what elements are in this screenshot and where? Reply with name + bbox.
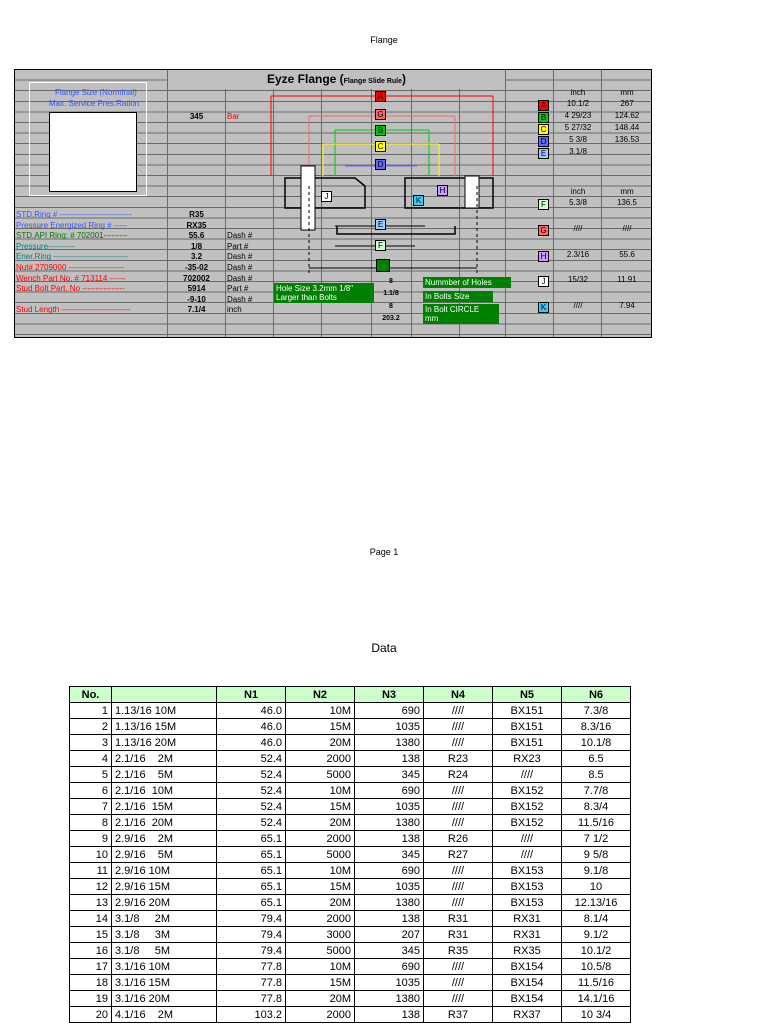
table-cell: //// [424,863,493,879]
dim-mm-value: 7.94 [619,301,635,310]
sheet-title: Eyze Flange (Flange Slide Rule) [168,70,505,89]
table-row [70,815,631,831]
table-cell: BX154 [493,991,562,1007]
table-cell: 2000 [286,911,355,927]
column-header: N4 [424,687,493,703]
table-row [70,847,631,863]
dim-header-mm-2: mm [620,187,634,196]
column-header: No. [70,687,112,703]
table-cell: 9.1/8 [562,863,631,879]
table-cell: //// [424,815,493,831]
table-cell: 10M [286,783,355,799]
table-cell: 8.1/4 [562,911,631,927]
table-cell: //// [493,847,562,863]
table-cell: RX23 [493,751,562,767]
table-cell: 2 [70,719,112,735]
table-cell: 3.1/16 15M [112,975,217,991]
table-cell: 2.9/16 15M [112,879,217,895]
table-body [70,703,631,1023]
table-cell: 10 3/4 [562,1007,631,1023]
sheet-row-label: STD.Ring # --------------------------- [16,210,132,219]
sheet-row-unit: Dash # [227,231,253,241]
table-cell: 20M [286,991,355,1007]
table-cell: 65.1 [217,895,286,911]
table-cell: //// [424,799,493,815]
table-cell: 5000 [286,847,355,863]
table-cell: 2.1/16 5M [112,767,217,783]
table-cell: BX151 [493,703,562,719]
sheet-row-label: Stud Length -------------------------- [16,305,131,315]
dim-inch-value: 3.1/8 [569,147,587,156]
table-cell: 10.1/8 [562,735,631,751]
table-cell: 138 [355,911,424,927]
table-cell: 79.4 [217,911,286,927]
dim-mm-value: 11.91 [617,275,637,284]
table-cell: 3.1/8 3M [112,927,217,943]
table-cell: 138 [355,831,424,847]
dim-key-k: K [538,302,549,313]
table-cell: 4 [70,751,112,767]
sheet-row-value: 7.1/4 [187,305,206,315]
table-cell: 2.9/16 20M [112,895,217,911]
holes-label: Nummber of Holes [423,277,511,288]
table-cell: R31 [424,911,493,927]
table-cell: BX152 [493,799,562,815]
table-cell: 3.1/8 5M [112,943,217,959]
diagram-label-f: F [375,240,386,251]
table-cell: //// [424,959,493,975]
table-cell: RX35 [493,943,562,959]
table-cell: 1035 [355,799,424,815]
sheet-row-unit: Part # [227,284,249,294]
table-cell: 5000 [286,943,355,959]
table-cell: 1380 [355,895,424,911]
table-cell: BX152 [493,783,562,799]
table-cell: 14 [70,911,112,927]
page-footer: Page 1 [369,547,399,557]
table-cell: R27 [424,847,493,863]
table-cell: RX31 [493,911,562,927]
table-cell: 10 [562,879,631,895]
table-cell: 1035 [355,719,424,735]
table-cell: 11 [70,863,112,879]
dim-key-b: B [538,112,549,123]
table-cell: 2.9/16 10M [112,863,217,879]
table-cell: 65.1 [217,863,286,879]
table-cell: 1.13/16 10M [112,703,217,719]
table-row [70,959,631,975]
dim-mm-value: 267 [620,99,634,108]
dim-key-c: C [538,124,549,135]
table-cell: 103.2 [217,1007,286,1023]
table-row [70,783,631,799]
table-cell: 46.0 [217,703,286,719]
diagram-label-e: E [375,219,386,230]
sheet-row-unit: inch [227,305,242,315]
table-cell: 77.8 [217,959,286,975]
table-cell: R26 [424,831,493,847]
sheet-row-label: Pressure---------- [16,241,75,251]
sheet-row-label: Stud Bolt Part. No ---------------- [16,284,125,294]
flange-sheet [14,69,652,338]
dim-header-mm: mm [620,88,634,97]
dim-mm-value: 124.62 [614,111,640,120]
table-cell: 15M [286,799,355,815]
table-cell: //// [424,783,493,799]
sheet-row-unit: Part # [227,241,249,251]
table-cell: BX151 [493,735,562,751]
sheet-row-label: Ener.Ring ---------------------------- [16,252,128,262]
circle-label: In Bolt CIRCLE mm [423,304,499,324]
table-cell: 690 [355,863,424,879]
table-cell: 12 [70,879,112,895]
table-cell: 6.5 [562,751,631,767]
table-cell: 138 [355,751,424,767]
table-row [70,879,631,895]
table-cell: R37 [424,1007,493,1023]
table-cell: //// [424,975,493,991]
table-cell: 79.4 [217,927,286,943]
table-cell: 2.9/16 5M [112,847,217,863]
table-cell: //// [424,895,493,911]
diagram-label-g: G [375,109,386,120]
table-cell: 6 [70,783,112,799]
table-cell: BX153 [493,863,562,879]
table-cell: 8.3/16 [562,719,631,735]
table-cell: 46.0 [217,719,286,735]
table-cell: 2.9/16 2M [112,831,217,847]
table-cell: RX31 [493,927,562,943]
table-cell: 20M [286,895,355,911]
table-cell: 690 [355,783,424,799]
table-cell: 20M [286,735,355,751]
sheet-row-value: 702002 [183,273,210,283]
sheet-row-label: Nut# 2709000 --------------------- [16,263,125,272]
table-row [70,703,631,719]
sheet-row-value: -35-02 [184,263,209,272]
table-cell: 345 [355,943,424,959]
table-cell: 14.1/16 [562,991,631,1007]
table-row [70,735,631,751]
dim-inch-value: 5 27/32 [564,123,592,132]
table-cell: 8.3/4 [562,799,631,815]
dim-inch-value: //// [573,224,583,233]
dim-inch-value: 4 29/23 [564,111,592,120]
table-cell: 1.13/16 15M [112,719,217,735]
table-cell: 65.1 [217,847,286,863]
table-cell: 16 [70,943,112,959]
dim-key-e: E [538,148,549,159]
table-cell: 15M [286,975,355,991]
table-cell: 13 [70,895,112,911]
sheet-row-value: 5914 [187,284,206,294]
table-cell: BX153 [493,879,562,895]
table-cell: 7 1/2 [562,831,631,847]
table-cell: 3.1/16 10M [112,959,217,975]
table-cell: 15 [70,927,112,943]
dim-inch-value: 10.1/2 [566,99,590,108]
table-cell: //// [424,703,493,719]
table-cell: 3 [70,735,112,751]
table-cell: 9 [70,831,112,847]
dim-key-f: F [538,199,549,210]
dim-key-j: J [538,276,549,287]
table-cell: 79.4 [217,943,286,959]
table-cell: 690 [355,959,424,975]
diagram-label-a: A [375,91,386,102]
table-cell: 1035 [355,879,424,895]
table-cell: BX154 [493,975,562,991]
dim-inch-value: 5 3/8 [569,135,587,144]
table-cell: 52.4 [217,751,286,767]
table-header-row [70,687,631,703]
table-row [70,927,631,943]
diagram-label-d: D [375,159,386,170]
table-cell: 20 [70,1007,112,1023]
data-page-header: Data [371,641,397,655]
sheet-row-value: 55.6 [188,231,205,241]
dim-header-inch: inch [570,88,586,97]
table-row [70,751,631,767]
dim-key-d: D [538,136,549,147]
dim-mm-value: 55.6 [619,250,635,259]
sheet-row-unit: Dash # [227,273,253,283]
table-cell: 77.8 [217,991,286,1007]
table-cell: 8 [70,815,112,831]
diagram-label-b: B [375,125,386,136]
table-cell: 1380 [355,735,424,751]
table-cell: 52.4 [217,767,286,783]
table-cell: //// [424,719,493,735]
table-cell: 10M [286,863,355,879]
table-row [70,991,631,1007]
table-row [70,767,631,783]
sheet-row-unit: Dash # [227,263,253,272]
holes-count: 8 [389,278,393,285]
dim-inch-value: //// [573,301,583,310]
sheet-row-value: 3.2 [190,252,203,262]
table-cell: 10M [286,703,355,719]
table-cell: 65.1 [217,831,286,847]
table-cell: 12.13/16 [562,895,631,911]
table-cell: 2000 [286,831,355,847]
table-cell: 345 [355,767,424,783]
table-cell: 52.4 [217,815,286,831]
table-cell: 77.8 [217,975,286,991]
table-cell: R35 [424,943,493,959]
diagram-label-c: C [375,141,386,152]
column-header: N3 [355,687,424,703]
bolt-size: 1.1/8 [383,290,399,297]
table-cell: 1380 [355,991,424,1007]
table-cell: BX152 [493,815,562,831]
diagram-label-h: H [437,185,448,196]
table-cell: 19 [70,991,112,1007]
table-cell: 20M [286,815,355,831]
table-cell: 2.1/16 20M [112,815,217,831]
dim-key-h: H [538,251,549,262]
dim-inch-value: 15/32 [567,275,589,284]
column-header: N1 [217,687,286,703]
table-cell: 10M [286,959,355,975]
table-cell: 8.5 [562,767,631,783]
table-cell: 46.0 [217,735,286,751]
diagram-label-j: J [321,191,332,202]
table-cell: 207 [355,927,424,943]
dim-key-g: G [538,225,549,236]
pressure-label: Max. Service Pres.Ration [49,99,140,108]
sheet-row-value: 1/8 [190,241,203,251]
dim-mm-value: //// [622,224,632,233]
dim-inch-value: 5.3/8 [569,198,587,207]
table-cell: 10 [70,847,112,863]
table-cell: //// [424,879,493,895]
column-header [112,687,217,703]
table-row [70,719,631,735]
hole-note: Hole Size 3.2mm 1/8" Larger than Bolts [274,283,374,303]
table-cell: 52.4 [217,799,286,815]
column-header: N5 [493,687,562,703]
table-cell: 1380 [355,815,424,831]
table-cell: R31 [424,927,493,943]
sheet-row-unit: Dash # [227,252,253,262]
table-cell: 7 [70,799,112,815]
diagram-label-k: K [413,195,424,206]
pressure-value: 345 [189,112,204,121]
sheet-row-value: RX35 [186,220,207,230]
table-cell: 690 [355,703,424,719]
table-row [70,799,631,815]
table-cell: 1 [70,703,112,719]
table-cell: 65.1 [217,879,286,895]
column-header: N6 [562,687,631,703]
sheet-row-unit: Dash # [227,294,253,304]
data-table [69,686,631,1023]
table-row [70,1007,631,1023]
table-cell: 3.1/16 20M [112,991,217,1007]
table-cell: 2000 [286,751,355,767]
dim-header-inch-2: inch [570,187,586,196]
sheet-row-value: R35 [189,210,204,219]
table-cell: 18 [70,975,112,991]
table-cell: RX37 [493,1007,562,1023]
table-cell: BX151 [493,719,562,735]
circle-value: 203.2 [382,315,400,322]
table-cell: 2.1/16 2M [112,751,217,767]
table-cell: 1035 [355,975,424,991]
table-cell: 15M [286,879,355,895]
sheet-row-label: Pressure Energized Ring # ----- [16,220,128,230]
table-cell: 52.4 [217,783,286,799]
table-row [70,863,631,879]
table-cell: 7.7/8 [562,783,631,799]
dim-mm-value: 148.44 [614,123,640,132]
table-row [70,895,631,911]
bolt-size-label: In Bolts Size [423,291,493,302]
table-cell: 5 [70,767,112,783]
flange-image [49,112,137,192]
table-cell: 9 5/8 [562,847,631,863]
table-cell: 10.1/2 [562,943,631,959]
table-cell: 11.5/16 [562,975,631,991]
column-header: N2 [286,687,355,703]
dim-inch-value: 2.3/16 [566,250,590,259]
table-cell: 2.1/16 15M [112,799,217,815]
table-cell: 3.1/8 2M [112,911,217,927]
table-cell: //// [424,735,493,751]
table-cell: 138 [355,1007,424,1023]
table-cell: 9.1/2 [562,927,631,943]
sheet-row-label: STD.API Ring: # 702001--------- [16,231,128,241]
table-cell: 345 [355,847,424,863]
table-cell: //// [493,831,562,847]
dim-mm-value: 136.53 [614,135,640,144]
table-row [70,943,631,959]
table-cell: BX153 [493,895,562,911]
table-cell: 7.3/8 [562,703,631,719]
table-cell: R23 [424,751,493,767]
dim-key-a: A [538,100,549,111]
circle-count: 8 [389,303,393,310]
table-cell: BX154 [493,959,562,975]
dim-mm-value: 136.5 [616,198,638,207]
pressure-unit: Bar [227,112,240,121]
table-cell: 1.13/16 20M [112,735,217,751]
page-header: Flange [370,35,398,45]
table-cell: 15M [286,719,355,735]
table-cell: R24 [424,767,493,783]
table-cell: 2000 [286,1007,355,1023]
table-cell: 17 [70,959,112,975]
table-cell: 10.5/8 [562,959,631,975]
table-row [70,975,631,991]
table-cell: //// [493,767,562,783]
sheet-row-label: Wench Part No. # 713114 ------ [16,273,126,283]
table-cell: 2.1/16 10M [112,783,217,799]
table-cell: 5000 [286,767,355,783]
table-cell: 3000 [286,927,355,943]
table-cell: //// [424,991,493,1007]
table-cell: 4.1/16 2M [112,1007,217,1023]
table-row [70,911,631,927]
flange-size-label: Flange Size (Norminal) [55,88,137,97]
table-cell: 11.5/16 [562,815,631,831]
green-marker [376,259,390,272]
table-row [70,831,631,847]
sheet-row-value: -9-10 [187,294,206,304]
